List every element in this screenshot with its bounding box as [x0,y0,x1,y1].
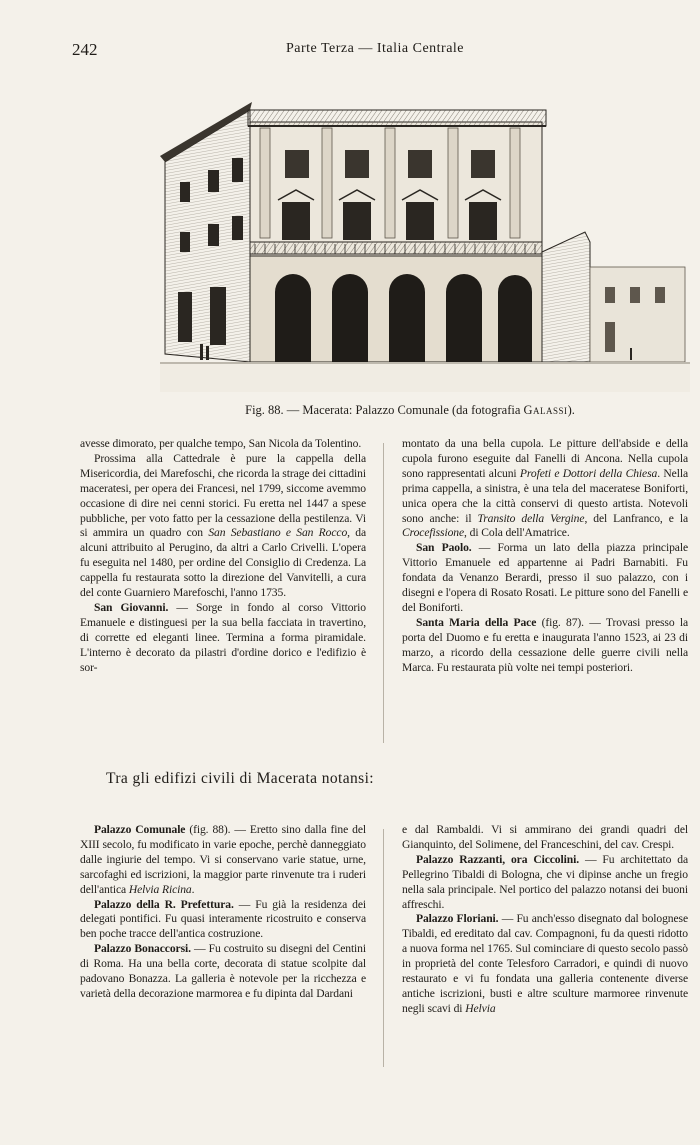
paragraph: San Paolo. — Forma un lato della piazza principale Vittorio Emanuele ed appartenne ai Padri Barnabiti. Fu fondata da Venanzo Berardi, presso il suo palazzo, con i disegni e l'opera di Rosato Rosati. Le pitture sono del Fanelli e del Boniforti. [402,541,688,614]
caption-source: Galassi [523,403,568,417]
running-title: Parte Terza — Italia Centrale [285,41,465,56]
page-header [72,40,678,62]
section-heading: Tra gli edifizi civili di Macerata notansi: [106,770,375,787]
caption-end: ). [567,403,575,417]
paragraph: Palazzo Bonaccorsi. — Fu costruito su disegni del Centini di Roma. Ha una bella corte, decorata di statue scolpite dal padovano Bonazza. La galleria è notevole per la ricchezza e varietà della decorazione marmorea e fu dipinta dal Dardani [80,942,366,1000]
paragraph: Prossima alla Cattedrale è pure la cappella della Misericordia, dei Marefoschi, che ricorda la strage dei cittadini maceratesi, per opera dei Francesi, nel 1799, siccome avemmo occasione di dire nei cenni storici. Fu eretta nel 1447 a spese pubbliche, per voto fatto per la cessazione della pestilenza. Vi si ammira un quadro con San Sebastiano e San Rocco, da alcuni attribuito al Perugino, da altri a Carlo Crivelli. L'opera fu eseguita nel 1480, per ordine del Consiglio di Credenza. La cappella fu restaurata sotto la direzione del Vanvitelli, a cura del conte Guarniero Marefoschi, l'anno 1735. [80,451,367,600]
entry-title: Palazzo della R. Prefettura. [94,897,234,911]
right-column [402,823,688,1017]
left-column [80,437,366,676]
column-divider [383,829,384,1067]
paragraph: Palazzo Floriani. — Fu anch'esso disegnato dal bolognese Tibaldi, ed ereditato dal cav. Compagnoni, fu da questi ridotto a nuova forma nel 1765. Sul cominciare di questo secolo passò in proprietà del conte Telesforo Carradori, e quindi di nuovo restaurato e vi fu fondata una galleria contenente diverse antiche iscrizioni, busti e altre sculture marmoree rinvenute negli scavi di Helvia [402,912,688,1015]
caption-text: Fig. 88. — Macerata: Palazzo Comunale (da fotografia [245,403,521,417]
entry-title: San Giovanni. [94,600,169,614]
entry-title: Santa Maria della Pace [416,615,537,629]
bottom-text-columns [80,823,686,1073]
entry-title: Palazzo Razzanti, ora Ciccolini. [416,852,580,866]
entry-title: Palazzo Bonaccorsi. [94,942,191,956]
paragraph: San Giovanni. — Sorge in fondo al corso Vittorio Emanuele e distinguesi per la sua bella facciata in travertino, di corrette ed eleganti linee. Termina a forma piramidale. L'interno è decorato da pilastri d'ordine dorico e l'edifizio è sor- [80,600,366,674]
paragraph: avesse dimorato, per qualche tempo, San Nicola da Tolentino. [80,437,362,450]
paragraph: Palazzo Comunale (fig. 88). — Eretto sino dalla fine del XIII secolo, fu modificato in varie epoche, perchè danneggiato dalle ingiurie del tempo. Vi si conservano varie statue, urne, sarcofaghi ed iscrizioni, la maggior parte rinvenute tra i ruderi dell'antica Helvia Ricina. [80,823,366,896]
entry-title: San Paolo. [416,541,472,555]
right-column [402,437,688,676]
column-divider [383,443,384,743]
page-number: 242 [72,40,98,59]
figure-caption [130,403,690,418]
paragraph: montato da una bella cupola. Le pitture dell'abside e della cupola furono eseguite dal Fanelli di Ancona. Nella cupola sono rappresentati alcuni Profeti e Dottori della Chiesa. Nella prima cappella, a sinistra, è una tela del maceratese Boniforti, unica opera che la città conservi di questo artista. Notevoli sono anche: il Transito della Vergine, del Lanfranco, e la Crocefissione, di Cola dell'Amatrice. [402,437,688,540]
paragraph: e dal Rambaldi. Vi si ammirano dei grandi quadri del Gianquinto, del Solimene, del Franceschini, del cav. Crespi. [402,823,688,851]
paragraph: Santa Maria della Pace (fig. 87). — Trovasi presso la porta del Duomo e fu eretta e inaugurata l'anno 1523, ai 23 di marzo, a ricordo della cessazione delle guerre civili nella Marca. Fu restaurata più volte nei tempi posteriori. [402,615,688,674]
left-column [80,823,366,1002]
entry-title: Palazzo Comunale [94,823,186,836]
paragraph: Palazzo della R. Prefettura. — Fu già la residenza dei delegati pontifici. Fu quasi interamente ricostruito e conserva ben poche tracce dell'antica costruzione. [80,897,366,941]
palazzo-comunale-illustration [160,92,690,392]
paragraph: Palazzo Razzanti, ora Ciccolini. — Fu architettato da Pellegrino Tibaldi di Bologna, che vi dipinse anche un fregio nella sala principale. Nel portico del palazzo notansi dei buoni affreschi. [402,852,688,911]
top-text-columns [80,437,686,749]
entry-title: Palazzo Floriani. [416,912,499,926]
